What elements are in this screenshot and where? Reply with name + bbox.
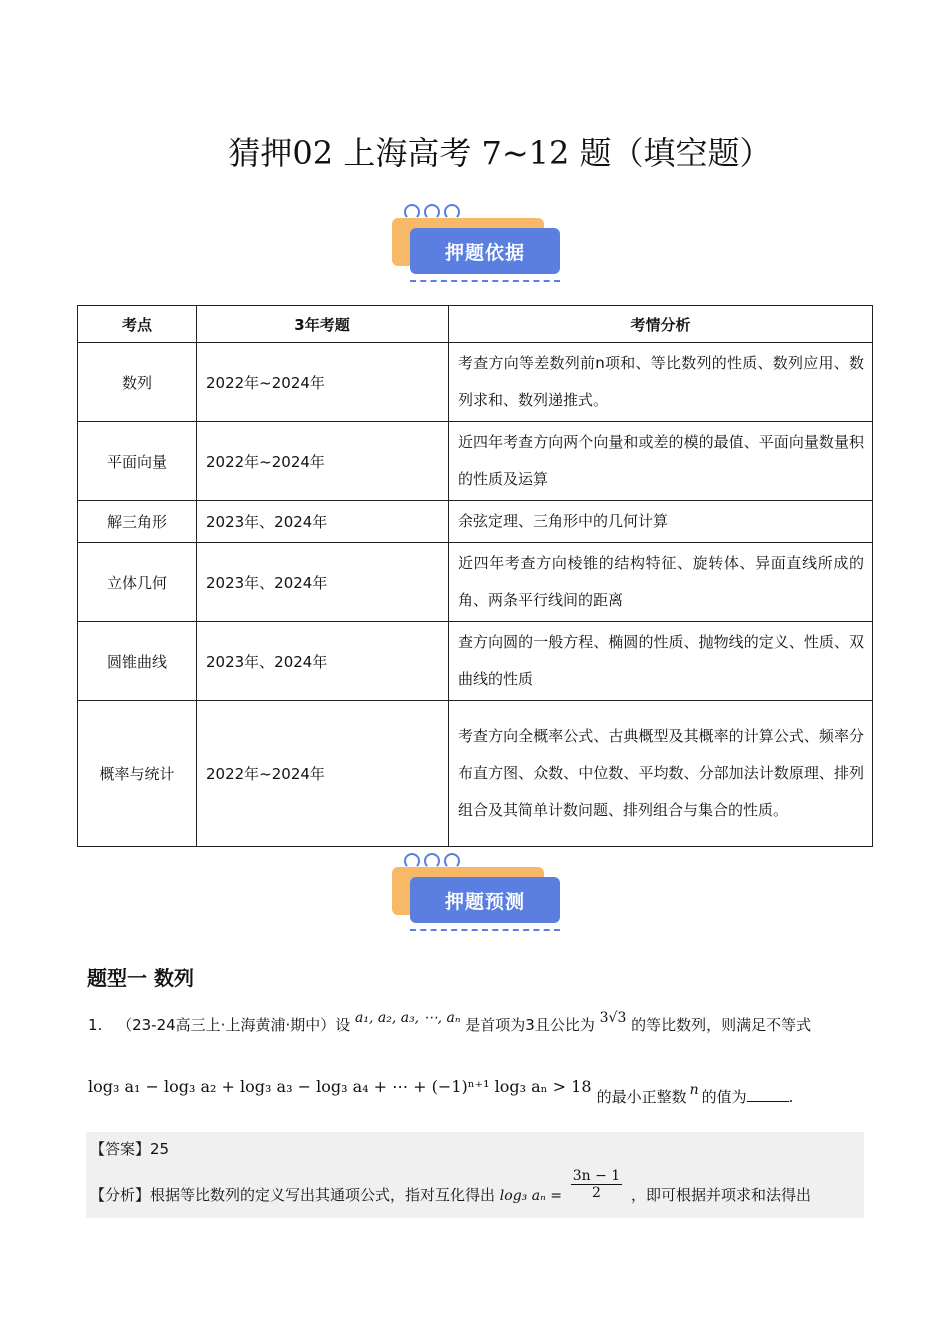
analysis-line <box>90 1168 811 1205</box>
analysis-prefix: 【分析】根据等比数列的定义写出其通项公式，指对互化得出 <box>90 1186 496 1204</box>
page-title: 猜押02 上海高考 7~12 题（填空题） <box>228 134 772 172</box>
topic-cell: 数列 <box>78 343 197 422</box>
years-cell: 2023年、2024年 <box>197 501 449 543</box>
answer-box <box>86 1132 864 1218</box>
analysis-cell: 近四年考查方向两个向量和或差的模的最值、平面向量数量积的性质及运算 <box>449 422 873 501</box>
analysis-cell: 近四年考查方向棱锥的结构特征、旋转体、异面直线所成的角、两条平行线间的距离 <box>449 543 873 622</box>
tail-text: 的最小正整数 <box>596 1088 687 1106</box>
period: . <box>788 1088 794 1106</box>
analysis-suffix: ，即可根据并项求和法得出 <box>630 1186 811 1204</box>
section-badge-basis <box>392 204 564 286</box>
question-text-end: 的等比数列，则满足不等式 <box>631 1016 812 1034</box>
badge-label: 押题依据 <box>410 228 560 274</box>
table-row <box>78 622 873 701</box>
rings-icon <box>404 204 464 224</box>
section-badge-prediction <box>392 853 564 935</box>
years-cell: 2023年、2024年 <box>197 622 449 701</box>
years-cell: 2022年~2024年 <box>197 343 449 422</box>
ratio-expression: 3√3 <box>599 1010 627 1026</box>
sequence-expression: a₁, a₂, a₃, ⋯, aₙ <box>355 1010 461 1026</box>
exam-analysis-table <box>77 305 873 847</box>
years-cell: 2023年、2024年 <box>197 543 449 622</box>
topic-cell: 概率与统计 <box>78 701 197 847</box>
log-expression: log₃ aₙ = <box>499 1188 562 1204</box>
table-row <box>78 701 873 847</box>
analysis-cell: 考查方向全概率公式、古典概型及其概率的计算公式、频率分布直方图、众数、中位数、平均数、分部加法计数原理、排列组合及其简单计数问题、排列组合与集合的性质。 <box>449 701 873 847</box>
years-cell: 2022年~2024年 <box>197 422 449 501</box>
topic-cell: 平面向量 <box>78 422 197 501</box>
tail-text-2: 的值为 <box>701 1088 747 1106</box>
variable-n: n <box>689 1082 699 1098</box>
question-text-mid: 是首项为3且公比为 <box>465 1016 595 1034</box>
fraction-numerator: 3n − 1 <box>572 1168 621 1184</box>
fraction-denominator: 2 <box>591 1185 601 1201</box>
header-years: 3年考题 <box>197 306 449 343</box>
analysis-cell: 查方向圆的一般方程、椭圆的性质、抛物线的定义、性质、双曲线的性质 <box>449 622 873 701</box>
years-cell: 2022年~2024年 <box>197 701 449 847</box>
question-number: 1. <box>88 1016 103 1034</box>
badge-label: 押题预测 <box>410 877 560 923</box>
question-1 <box>88 1010 812 1035</box>
inequality-formula <box>88 1076 794 1106</box>
answer-label: 【答案】25 <box>90 1140 170 1158</box>
table-row <box>78 422 873 501</box>
analysis-cell: 余弦定理、三角形中的几何计算 <box>449 501 873 543</box>
table-row <box>78 501 873 543</box>
table-row <box>78 343 873 422</box>
answer-blank <box>747 1101 789 1102</box>
rings-icon <box>404 853 464 873</box>
topic-cell: 解三角形 <box>78 501 197 543</box>
fraction <box>571 1168 622 1201</box>
topic-cell: 立体几何 <box>78 543 197 622</box>
inequality-expression: log₃ a₁ − log₃ a₂ + log₃ a₃ − log₃ a₄ + ⋯ + (−1)ⁿ⁺¹ log₃ aₙ > 18 <box>88 1077 592 1096</box>
analysis-cell: 考查方向等差数列前n项和、等比数列的性质、数列应用、数列求和、数列递推式。 <box>449 343 873 422</box>
question-tail <box>596 1082 794 1106</box>
question-source: （23-24高三上·上海黄浦·期中）设 <box>117 1016 351 1034</box>
header-topic: 考点 <box>78 306 197 343</box>
table-header-row <box>78 306 873 343</box>
header-analysis: 考情分析 <box>449 306 873 343</box>
topic-cell: 圆锥曲线 <box>78 622 197 701</box>
table-row <box>78 543 873 622</box>
question-type-heading: 题型一 数列 <box>87 966 194 990</box>
